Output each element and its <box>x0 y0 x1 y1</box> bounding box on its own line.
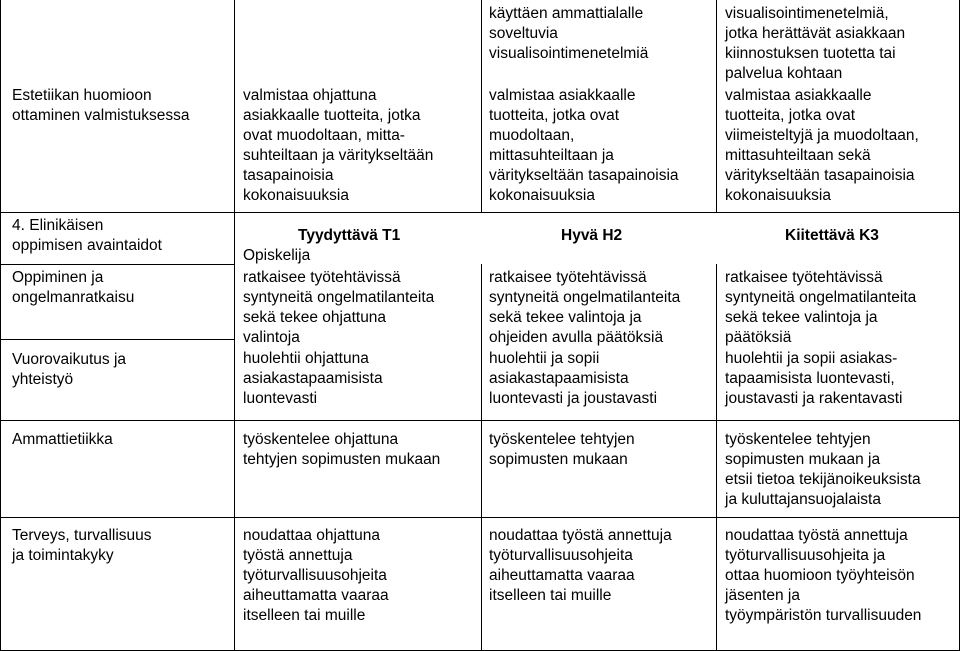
cell-oppiminen-t1: ratkaisee työtehtävissä syntyneitä ongelmatilanteita sekä tekee ohjattuna valintoja <box>243 269 435 346</box>
cell-estetiikka-k3: valmistaa asiakkaalle tuotteita, jotka ovat viimeisteltyjä ja muodoltaan, mittasuhteiltaan sekä väritykseltään tasapainoisia kokonaisuuksia <box>725 87 919 204</box>
cell-estetiikka-t1: valmistaa ohjattuna asiakkaalle tuotteita, jotka ovat muodoltaan, mitta- suhteiltaan ja väritykseltään tasapainoisia kokonaisuuksia <box>243 87 434 204</box>
cell-vuorovaikutus-h2: huolehtii ja sopii asiakastapaamisista luontevasti ja joustavasti <box>489 350 658 407</box>
cell-ammattietiikka-h2: työskentelee tehtyjen sopimusten mukaan <box>489 431 635 468</box>
cell-terveys-h2: noudattaa työstä annettuja työturvallisuusohjeita aiheuttamatta vaaraa itselleen tai muille <box>489 527 672 604</box>
section-title: 4. Elinikäisen oppimisen avaintaidot <box>12 217 162 254</box>
cell-vuorovaikutus-t1: huolehtii ohjattuna asiakastapaamisista luontevasti <box>243 350 383 407</box>
cell-vuorovaikutus-k3: huolehtii ja sopii asiakas- tapaamisista luontevasti, joustavasti ja rakentavasti <box>725 350 903 407</box>
row-divider <box>0 420 960 421</box>
cell-estetiikka-h2-continuation: käyttäen ammattialalle soveltuvia visualisointimenetelmiä <box>489 5 649 62</box>
column-divider <box>481 0 482 212</box>
grade-header-h2: Hyvä H2 <box>561 227 623 244</box>
cell-oppiminen-k3: ratkaisee työtehtävissä syntyneitä ongelmatilanteita sekä tekee valintoja ja päätöksiä <box>725 269 917 346</box>
cell-terveys-t1: noudattaa ohjattuna työstä annettuja työturvallisuusohjeita aiheuttamatta vaaraa itselleen tai muille <box>243 527 389 624</box>
grade-header-k3: Kiitettävä K3 <box>785 227 879 244</box>
row-divider <box>0 339 234 340</box>
cell-terveys-k3: noudattaa työstä annettuja työturvallisuusohjeita ja ottaa huomioon työyhteisön jäsenten ja työympäristön turvallisuuden <box>725 527 922 624</box>
cell-estetiikka-k3-continuation: visualisointimenetelmiä, jotka herättävät asiakkaan kiinnostuksen tuotetta tai palvelua kohtaan <box>725 5 906 82</box>
row-label-estetiikka: Estetiikan huomioon ottaminen valmistuksessa <box>12 87 190 124</box>
cell-oppiminen-h2: ratkaisee työtehtävissä syntyneitä ongelmatilanteita sekä tekee valintoja ja ohjeiden avulla päätöksiä <box>489 269 681 346</box>
cell-ammattietiikka-k3: työskentelee tehtyjen sopimusten mukaan ja etsii tietoa tekijänoikeuksista ja kuluttajansuojalaista <box>725 431 921 508</box>
column-divider <box>716 264 717 651</box>
column-divider <box>0 0 1 651</box>
row-label-terveys: Terveys, turvallisuus ja toimintakyky <box>12 527 152 564</box>
column-divider <box>234 0 235 651</box>
row-divider <box>0 212 960 213</box>
row-label-oppiminen: Oppiminen ja ongelmanratkaisu <box>12 269 135 306</box>
row-label-vuorovaikutus: Vuorovaikutus ja yhteistyö <box>12 351 127 388</box>
grade-header-t1: Tyydyttävä T1 <box>298 227 401 244</box>
column-divider <box>481 264 482 651</box>
row-label-ammattietiikka: Ammattietiikka <box>12 431 113 448</box>
cell-estetiikka-h2: valmistaa asiakkaalle tuotteita, jotka ovat muodoltaan, mittasuhteiltaan ja väritykseltään tasapainoisia kokonaisuuksia <box>489 87 679 204</box>
cell-ammattietiikka-t1: työskentelee ohjattuna tehtyjen sopimusten mukaan <box>243 431 441 468</box>
subject-label: Opiskelija <box>243 247 311 264</box>
column-divider <box>716 0 717 212</box>
row-divider <box>0 264 234 265</box>
row-divider <box>0 517 960 518</box>
